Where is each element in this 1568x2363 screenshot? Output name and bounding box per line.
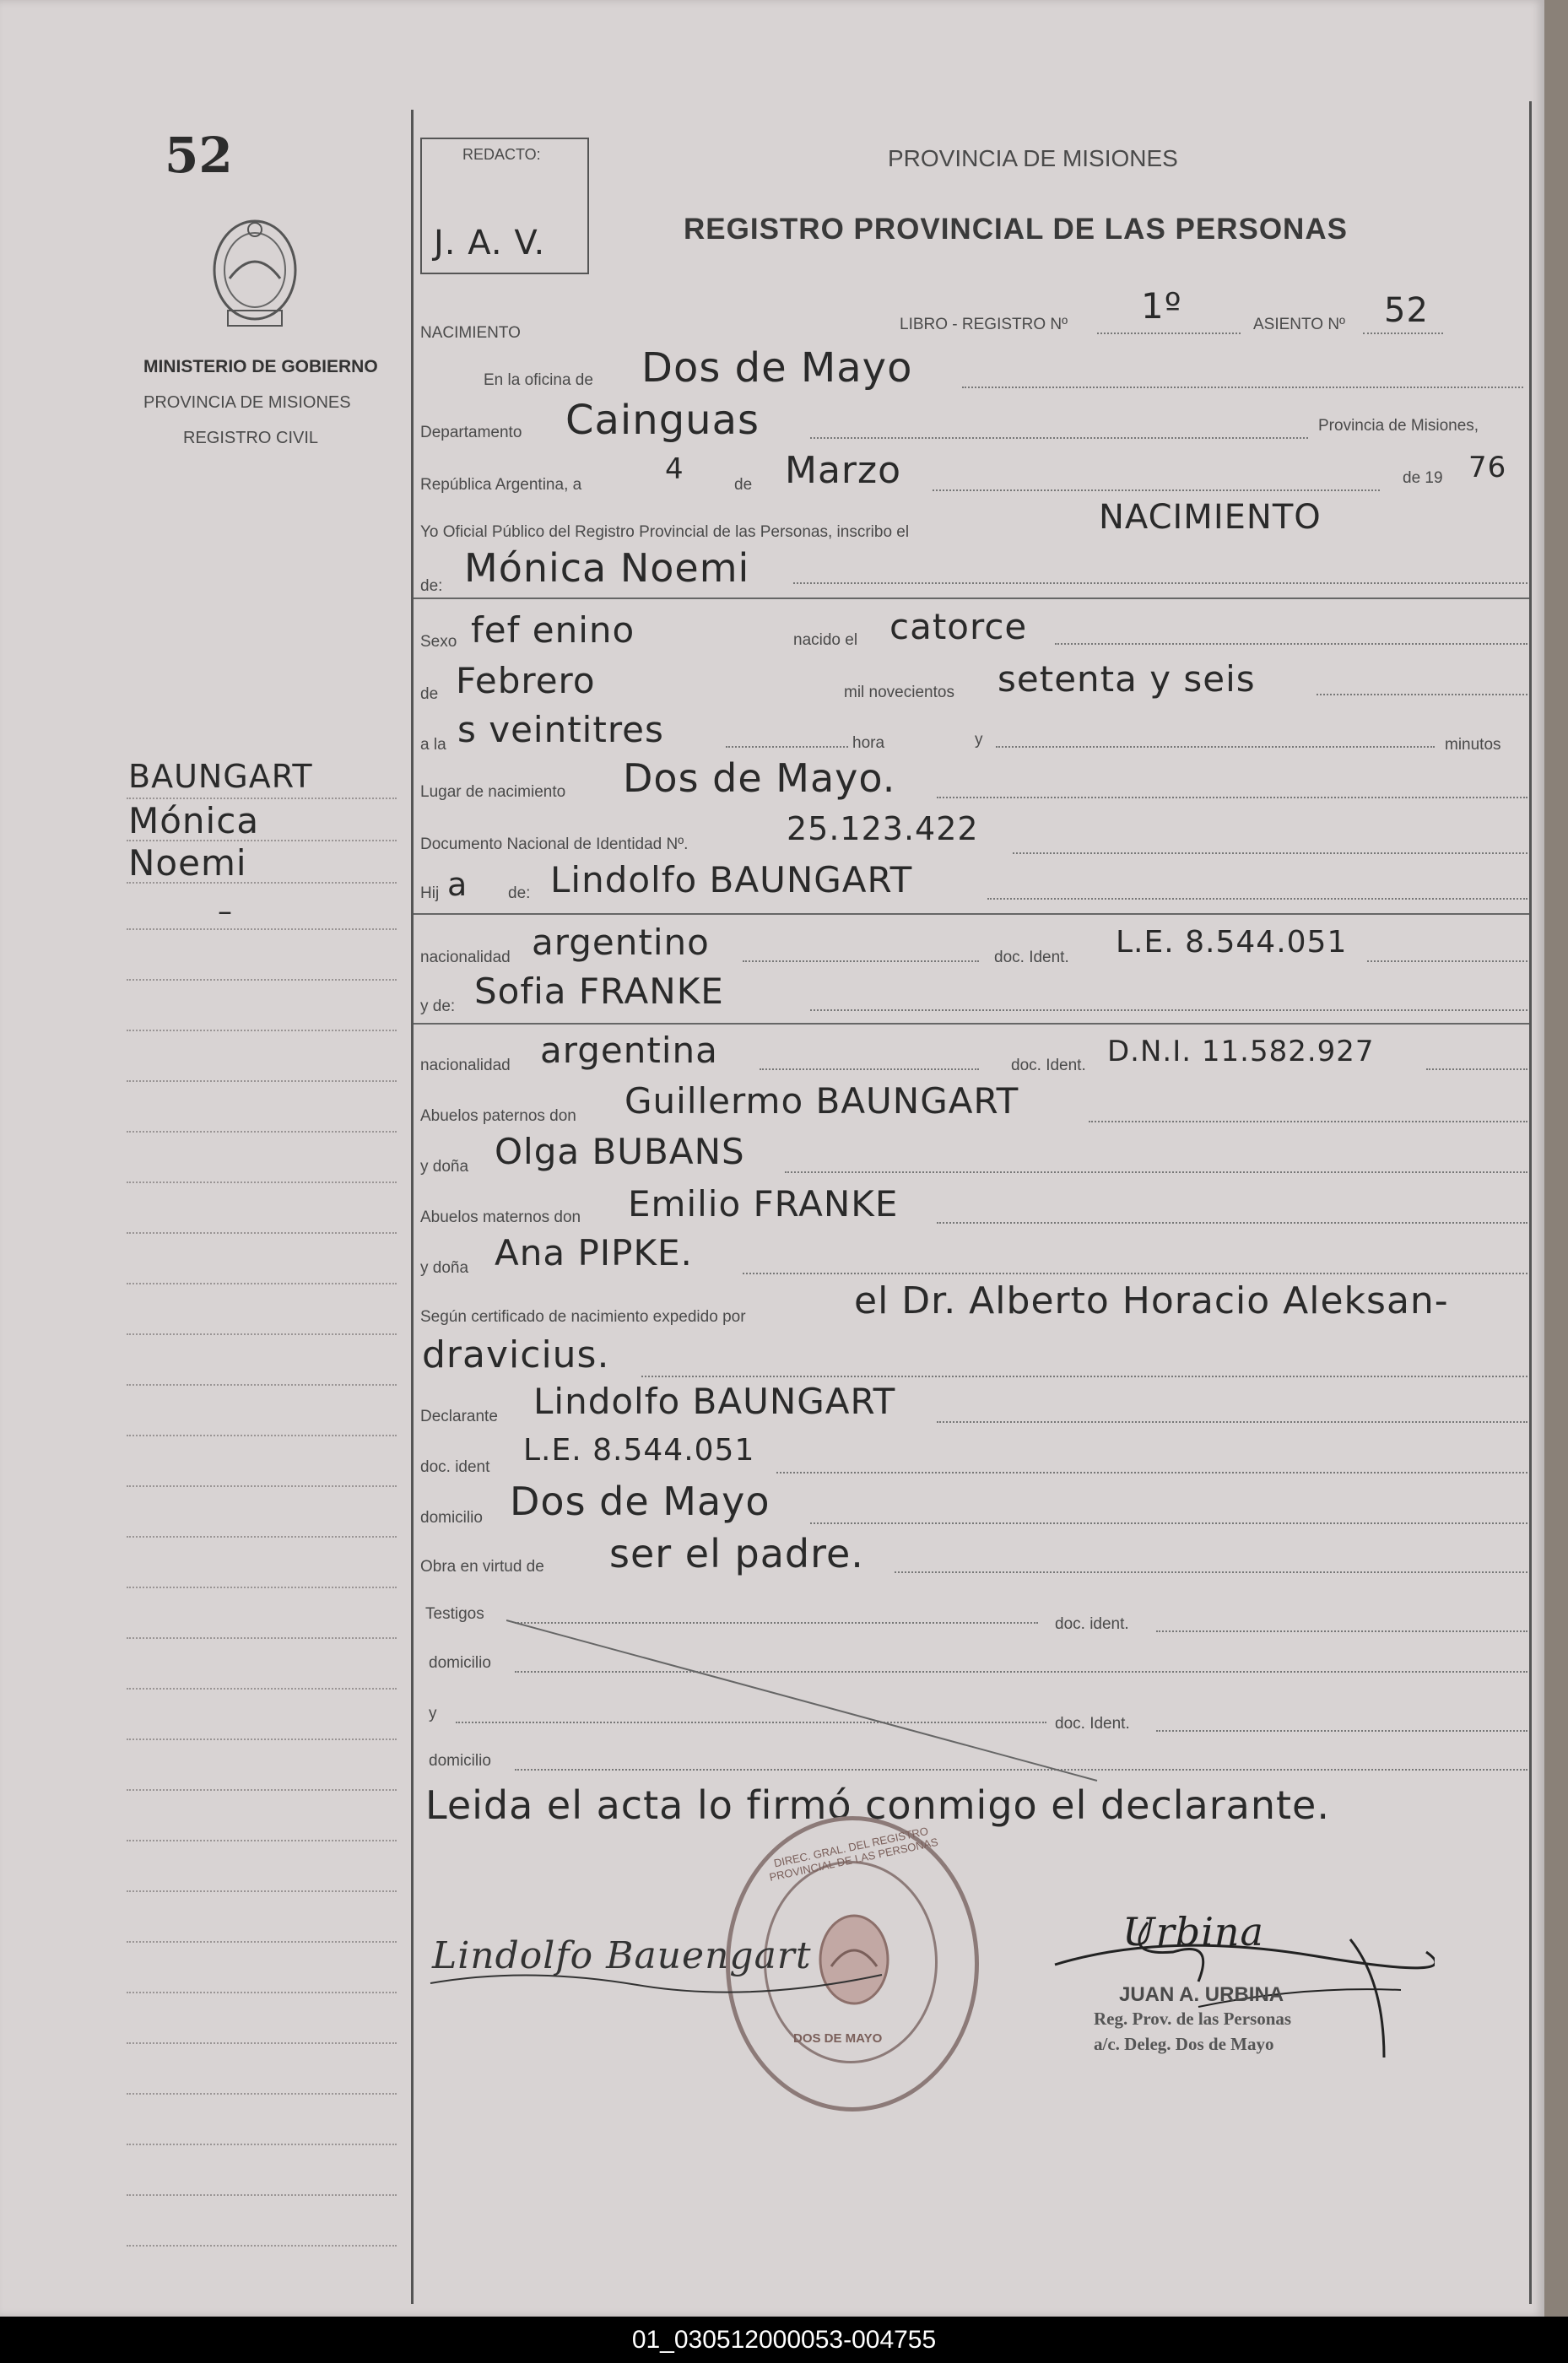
- libro-label: LIBRO - REGISTRO Nº: [900, 316, 1068, 333]
- hijo-de-label: de:: [508, 884, 531, 902]
- domicilio-label: domicilio: [420, 1509, 483, 1527]
- doc-madre-label: doc. Ident.: [1011, 1057, 1086, 1074]
- republica-label: República Argentina, a: [420, 476, 582, 494]
- testigo1-domicilio-label: domicilio: [429, 1654, 491, 1672]
- ydona-mat-label: y doña: [420, 1259, 469, 1277]
- inscribo-value: NACIMIENTO: [1099, 498, 1322, 537]
- abuelos-mat-label: Abuelos maternos don: [420, 1209, 581, 1226]
- certificado-value-1: el Dr. Alberto Horacio Aleksan-: [854, 1279, 1449, 1322]
- nacido-mes: Febrero: [456, 660, 596, 701]
- testigo2-doc-label: doc. Ident.: [1055, 1715, 1130, 1733]
- margin-rule: [127, 2042, 397, 2044]
- asiento-label: ASIENTO Nº: [1253, 316, 1345, 333]
- y-label: y: [975, 731, 983, 749]
- redacto-initials: J. A. V.: [434, 224, 546, 262]
- nombre-line: [793, 582, 1527, 584]
- obra-line: [895, 1571, 1527, 1573]
- dni-value: 25.123.422: [787, 810, 979, 847]
- image-id-footer: 01_030512000053-004755: [0, 2317, 1568, 2363]
- madre-line: [810, 1009, 1527, 1011]
- testigo2-y-label: y: [429, 1705, 437, 1722]
- fecha-de-label: de: [734, 476, 753, 494]
- oficina-label: En la oficina de: [484, 371, 593, 389]
- declarant-signature-flourish: [426, 1933, 899, 2000]
- doc-decl-label: doc. ident: [420, 1458, 490, 1476]
- domicilio-value: Dos de Mayo: [510, 1479, 770, 1524]
- fecha-anio: 76: [1468, 451, 1507, 484]
- margin-rule: [127, 1840, 397, 1841]
- margin-rule: [127, 1587, 397, 1588]
- redacto-label: REDACTO:: [462, 146, 541, 163]
- coat-of-arms-emblem: [203, 211, 308, 338]
- margin-rule: [127, 1283, 397, 1284]
- sexo-label: Sexo: [420, 633, 457, 651]
- margin-rule: [127, 1485, 397, 1487]
- a-la-label: a la: [420, 736, 446, 754]
- nacido-label: nacido el: [793, 631, 858, 649]
- departamento-line: [810, 437, 1308, 439]
- province-header: PROVINCIA DE MISIONES: [888, 145, 1178, 171]
- form-right-border: [1529, 101, 1532, 2304]
- ministry-province: PROVINCIA DE MISIONES: [143, 393, 351, 412]
- margin-name-1: Mónica: [128, 800, 260, 841]
- de-mes-label: de: [420, 685, 439, 703]
- margin-rule: [127, 882, 397, 884]
- departamento-value: Cainguas: [565, 397, 760, 444]
- abuelo-pat-value: Guillermo BAUNGART: [624, 1080, 1019, 1122]
- margin-rule: [127, 979, 397, 981]
- margin-rule: [127, 1738, 397, 1740]
- minutos-label: minutos: [1445, 736, 1501, 754]
- nacido-anio: setenta y seis: [998, 658, 1256, 700]
- nac-madre-line: [760, 1068, 979, 1070]
- margin-rule: [127, 2144, 397, 2145]
- certificado-label: Según certificado de nacimiento expedido por: [420, 1308, 746, 1326]
- margin-rule: [127, 2093, 397, 2095]
- padre-line: [987, 898, 1527, 900]
- hijo-label: Hij: [420, 884, 440, 902]
- hora-value: s veintitres: [457, 709, 664, 750]
- doc-madre-line: [1426, 1068, 1527, 1070]
- nombre-value: Mónica Noemi: [464, 545, 750, 591]
- ministry-civil-registry: REGISTRO CIVIL: [183, 429, 319, 447]
- departamento-label: Departamento: [420, 424, 522, 441]
- dni-label: Documento Nacional de Identidad Nº.: [420, 835, 689, 853]
- anio-line: [1317, 694, 1527, 695]
- hora-label: hora: [852, 734, 885, 752]
- official-office: a/c. Deleg. Dos de Mayo: [1094, 2034, 1274, 2054]
- abuelo-mat-value: Emilio FRANKE: [628, 1183, 899, 1225]
- yde-label: y de:: [420, 998, 456, 1015]
- separator-line: [414, 1023, 1529, 1025]
- margin-rule: [127, 1637, 397, 1639]
- libro-value: 1º: [1141, 285, 1182, 327]
- doc-padre-line: [1367, 960, 1527, 962]
- nacido-dia: catorce: [889, 606, 1028, 647]
- obra-value: ser el padre.: [609, 1531, 864, 1576]
- nac-padre-value: argentino: [532, 922, 710, 963]
- margin-dash: –: [218, 895, 233, 928]
- testigo2-domicilio-label: domicilio: [429, 1752, 491, 1770]
- provincia-suffix: Provincia de Misiones,: [1318, 417, 1479, 435]
- ydona-pat-label: y doña: [420, 1158, 469, 1176]
- margin-rule: [127, 1992, 397, 1993]
- margin-rule: [127, 928, 397, 930]
- abuelos-pat-label: Abuelos paternos don: [420, 1107, 576, 1125]
- testigo2-doc-line: [1156, 1730, 1527, 1732]
- margin-rule: [127, 1232, 397, 1234]
- testigos-label: Testigos: [425, 1605, 484, 1623]
- doc-padre-label: doc. Ident.: [994, 949, 1069, 966]
- de19-label: de 19: [1403, 469, 1443, 487]
- margin-name-2: Noemi: [128, 842, 247, 884]
- declarante-label: Declarante: [420, 1408, 498, 1425]
- margin-rule: [127, 840, 397, 841]
- margin-surname: BAUNGART: [128, 758, 313, 795]
- asiento-line: [1363, 333, 1443, 334]
- margin-rule: [127, 1333, 397, 1335]
- redacto-box: [420, 138, 589, 274]
- stamp-text: DIREC. GRAL. DEL REGISTRO PROVINCIAL DE LAS PERSONAS: [768, 1824, 939, 1884]
- fecha-line: [933, 489, 1380, 491]
- certificado-value-2: dravicius.: [422, 1333, 610, 1376]
- page-number: 52: [165, 127, 233, 184]
- domicilio-line: [810, 1522, 1527, 1524]
- page-edge: [1544, 0, 1568, 2317]
- abuelo-mat-line: [937, 1222, 1527, 1224]
- inscribo-label: Yo Oficial Público del Registro Provincial de las Personas, inscribo el: [420, 523, 910, 541]
- margin-rule: [127, 1131, 397, 1133]
- separator-line: [414, 598, 1529, 599]
- fecha-dia: 4: [665, 452, 684, 486]
- record-type-label: NACIMIENTO: [420, 324, 521, 342]
- margin-rule: [127, 1435, 397, 1436]
- declarante-line: [937, 1421, 1527, 1423]
- libro-line: [1097, 333, 1241, 334]
- margin-rule: [127, 1890, 397, 1892]
- margin-rule: [127, 1688, 397, 1690]
- doc-madre-value: D.N.I. 11.582.927: [1107, 1035, 1375, 1068]
- doc-decl-line: [776, 1472, 1527, 1473]
- doc-decl-value: L.E. 8.544.051: [523, 1433, 755, 1468]
- margin-rule: [127, 1182, 397, 1183]
- testigo1-doc-label: doc. ident.: [1055, 1615, 1129, 1633]
- abuela-pat-line: [785, 1171, 1527, 1173]
- form-left-border: [411, 110, 414, 2304]
- nacido-line: [1055, 643, 1527, 645]
- leida-statement: Leida el acta lo firmó conmigo el declarante.: [425, 1782, 1330, 1828]
- fecha-mes: Marzo: [785, 449, 902, 492]
- margin-rule: [127, 2245, 397, 2247]
- margin-rule: [127, 2194, 397, 2196]
- margin-rule: [127, 1030, 397, 1031]
- nac-madre-label: nacionalidad: [420, 1057, 511, 1074]
- oficina-value: Dos de Mayo: [641, 344, 913, 392]
- lugar-label: Lugar de nacimiento: [420, 783, 566, 801]
- nombre-label: de:: [420, 577, 443, 595]
- ministry-title: MINISTERIO DE GOBIERNO: [143, 357, 378, 376]
- madre-value: Sofia FRANKE: [474, 971, 724, 1012]
- nac-padre-label: nacionalidad: [420, 949, 511, 966]
- separator-line: [414, 913, 1529, 915]
- mil-label: mil novecientos: [844, 684, 954, 701]
- nac-madre-value: argentina: [540, 1030, 718, 1071]
- obra-label: Obra en virtud de: [420, 1558, 544, 1576]
- testigo1-doc-line: [1156, 1630, 1527, 1632]
- sexo-value: fef enino: [471, 609, 635, 651]
- testigos-strike-line: [506, 1612, 1114, 1789]
- certificado-line: [641, 1376, 1527, 1377]
- declarante-value: Lindolfo BAUNGART: [533, 1381, 896, 1422]
- registry-header: REGISTRO PROVINCIAL DE LAS PERSONAS: [684, 213, 1348, 246]
- official-signature: Urbina: [1122, 1909, 1264, 1955]
- lugar-value: Dos de Mayo.: [623, 755, 896, 801]
- doc-padre-value: L.E. 8.544.051: [1116, 925, 1348, 960]
- stamp-inner-text: DOS DE MAYO: [793, 2031, 883, 2046]
- margin-rule: [127, 1536, 397, 1538]
- padre-value: Lindolfo BAUNGART: [550, 859, 913, 900]
- margin-rule: [127, 1384, 397, 1386]
- nac-padre-line: [743, 960, 979, 962]
- hijo-suffix: a: [447, 866, 468, 903]
- official-role: Reg. Prov. de las Personas: [1094, 2009, 1292, 2029]
- abuela-mat-value: Ana PIPKE.: [495, 1232, 693, 1273]
- hora-line: [726, 746, 848, 748]
- lugar-line: [937, 797, 1527, 798]
- oficina-line: [962, 387, 1523, 388]
- minutos-line: [996, 746, 1435, 748]
- margin-rule: [127, 1941, 397, 1943]
- margin-rule: [127, 1080, 397, 1082]
- abuela-mat-line: [743, 1273, 1527, 1274]
- margin-rule: [127, 1789, 397, 1791]
- asiento-value: 52: [1384, 291, 1429, 330]
- dni-line: [1013, 852, 1527, 854]
- official-name: JUAN A. URBINA: [1119, 1983, 1284, 2006]
- abuelo-pat-line: [1089, 1121, 1527, 1122]
- abuela-pat-value: Olga BUBANS: [495, 1131, 745, 1172]
- margin-rule: [127, 798, 397, 799]
- declarant-signature: Lindolfo Bauengart: [432, 1934, 812, 1977]
